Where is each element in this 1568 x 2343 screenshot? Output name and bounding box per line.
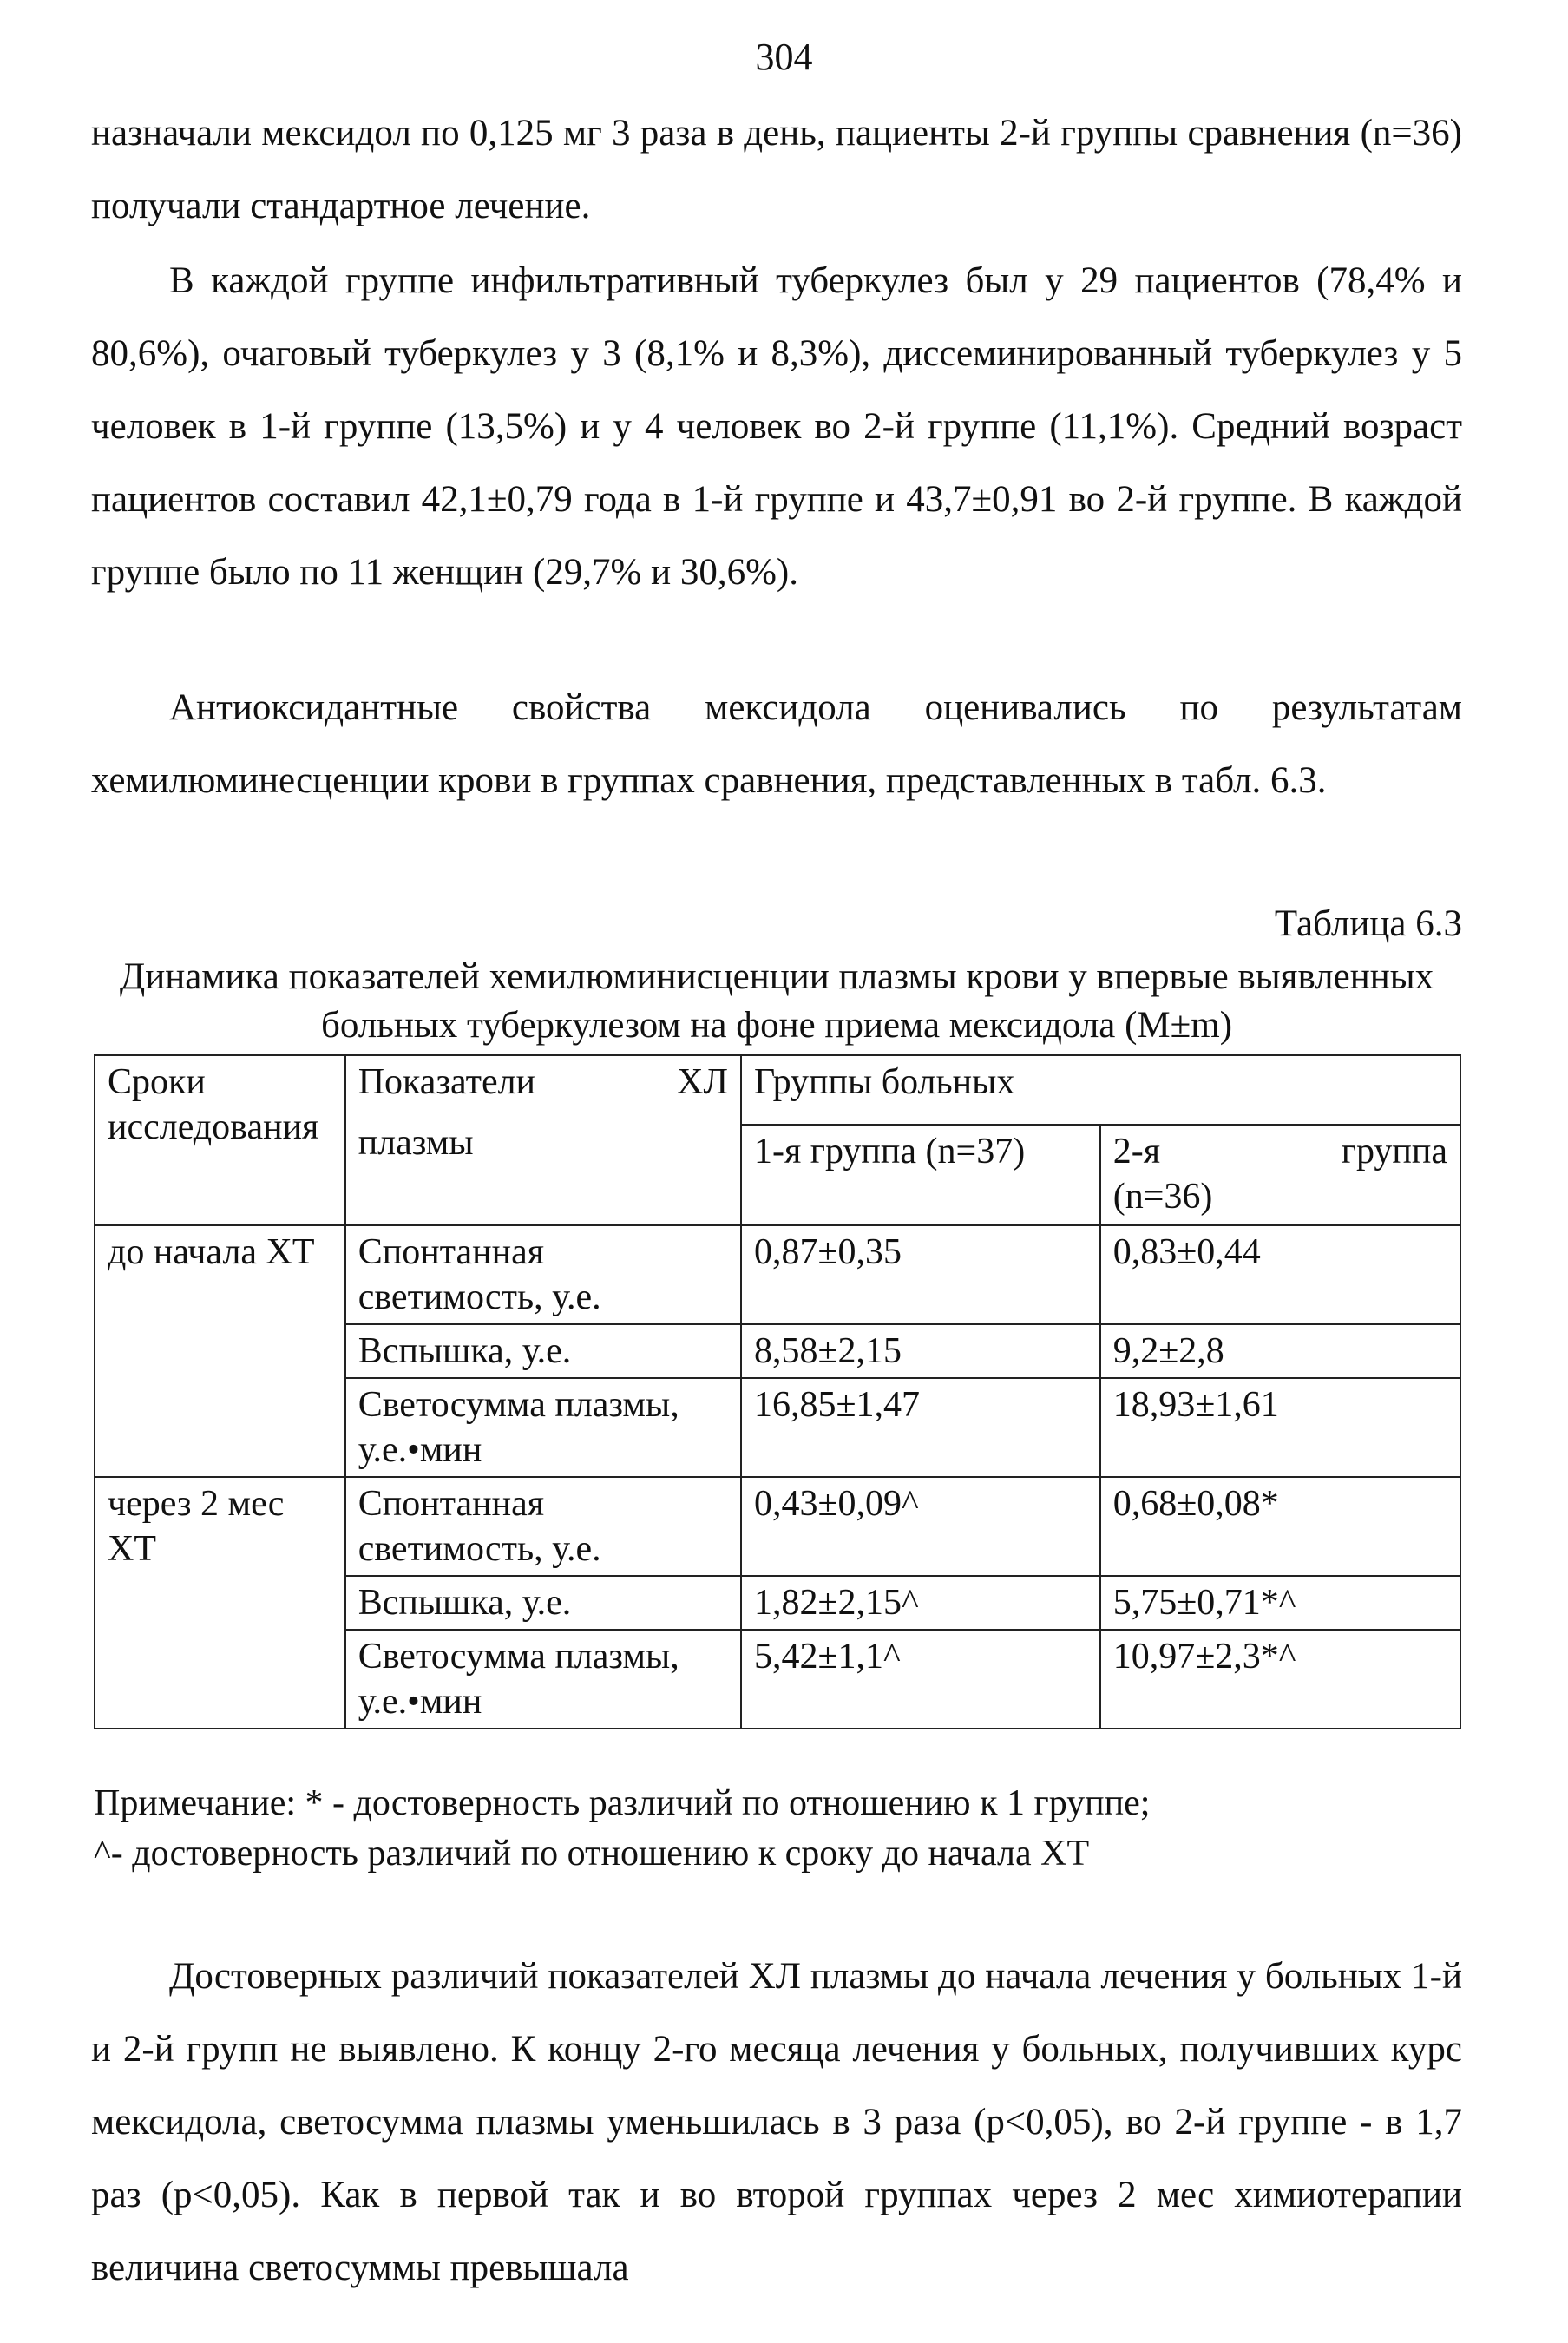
results-table bbox=[94, 1054, 1461, 1729]
indicator-cell: Светосумма плазмы, у.е.•мин bbox=[345, 1378, 741, 1477]
header-indicator-part1: Показатели bbox=[358, 1062, 536, 1102]
header-group-2-part2: группа bbox=[1341, 1132, 1447, 1172]
group-2-cell: 0,68±0,08* bbox=[1100, 1477, 1460, 1576]
page-number: 304 bbox=[755, 36, 813, 78]
header-group-2-part3: (n=36) bbox=[1112, 1177, 1213, 1217]
header-indicator bbox=[345, 1055, 741, 1225]
group-1-cell: 5,42±1,1^ bbox=[741, 1630, 1100, 1729]
paragraph-2: В каждой группе инфильтративный туберкулез был у 29 пациентов (78,4% и 80,6%), очаговый туберкулез у 3 (8,1% и 8,3%), диссеминированный туберкулез у 5 человек в 1-й группе (13,5%) и у 4 человек во 2-й группе (11,1%). Средний возраст пациентов составил 42,1±0,79 года в 1-й группе и 43,7±0,91 во 2-й группе. В каждой группе было по 11 женщин (29,7% и 30,6%). bbox=[91, 260, 1462, 593]
table-note-2: ^- достоверность различий по отношению к сроку до начала ХТ bbox=[94, 1834, 1090, 1874]
header-group-2 bbox=[1100, 1125, 1460, 1225]
group-1-cell: 0,87±0,35 bbox=[741, 1225, 1100, 1324]
group-1-cell: 1,82±2,15^ bbox=[741, 1576, 1100, 1630]
group-1-cell: 16,85±1,47 bbox=[741, 1378, 1100, 1477]
table-note-1: Примечание: * - достоверность различий по отношению к 1 группе; bbox=[94, 1783, 1151, 1823]
indicator-cell: Спонтанная светимость, у.е. bbox=[345, 1225, 741, 1324]
time-cell: через 2 мес ХТ bbox=[95, 1477, 345, 1729]
header-indicator-part3: плазмы bbox=[358, 1123, 474, 1163]
header-group-1: 1-я группа (n=37) bbox=[741, 1125, 1100, 1225]
table-number: Таблица 6.3 bbox=[1274, 903, 1462, 944]
group-1-cell: 8,58±2,15 bbox=[741, 1324, 1100, 1378]
group-2-cell: 10,97±2,3*^ bbox=[1100, 1630, 1460, 1729]
table-row bbox=[95, 1225, 1460, 1324]
group-2-cell: 9,2±2,8 bbox=[1100, 1324, 1460, 1378]
paragraph-1: назначали мексидол по 0,125 мг 3 раза в день, пациенты 2-й группы сравнения (n=36) получали стандартное лечение. bbox=[91, 113, 1462, 226]
group-2-cell: 0,83±0,44 bbox=[1100, 1225, 1460, 1324]
paragraph-3: Антиоксидантные свойства мексидола оценивались по результатам хемилюминесценции крови в группах сравнения, представленных в табл. 6.3. bbox=[91, 687, 1462, 801]
indicator-cell: Светосумма плазмы, у.е.•мин bbox=[345, 1630, 741, 1729]
table-header-row bbox=[95, 1055, 1460, 1125]
time-cell: до начала ХТ bbox=[95, 1225, 345, 1477]
table-title: Динамика показателей хемилюминисценции плазмы крови у впервые выявленных больных туберкулезом на фоне приема мексидола (M±m) bbox=[119, 956, 1434, 1046]
group-2-cell: 5,75±0,71*^ bbox=[1100, 1576, 1460, 1630]
indicator-cell: Вспышка, у.е. bbox=[345, 1576, 741, 1630]
header-indicator-part2: ХЛ bbox=[677, 1062, 728, 1102]
header-groups: Группы больных bbox=[741, 1055, 1460, 1125]
table-row bbox=[95, 1477, 1460, 1576]
indicator-cell: Вспышка, у.е. bbox=[345, 1324, 741, 1378]
group-1-cell: 0,43±0,09^ bbox=[741, 1477, 1100, 1576]
header-time: Сроки исследования bbox=[95, 1055, 345, 1225]
indicator-cell: Спонтанная светимость, у.е. bbox=[345, 1477, 741, 1576]
header-group-2-part1: 2-я bbox=[1112, 1132, 1161, 1172]
group-2-cell: 18,93±1,61 bbox=[1100, 1378, 1460, 1477]
paragraph-4: Достоверных различий показателей ХЛ плазмы до начала лечения у больных 1-й и 2-й групп не выявлено. К концу 2-го месяца лечения у больных, получивших курс мексидола, светосумма плазмы уменьшилась в 3 раза (p<0,05), во 2-й группе - в 1,7 раз (p<0,05). Как в первой так и во второй группах через 2 мес химиотерапии величина светосуммы превышала bbox=[91, 1956, 1462, 2288]
